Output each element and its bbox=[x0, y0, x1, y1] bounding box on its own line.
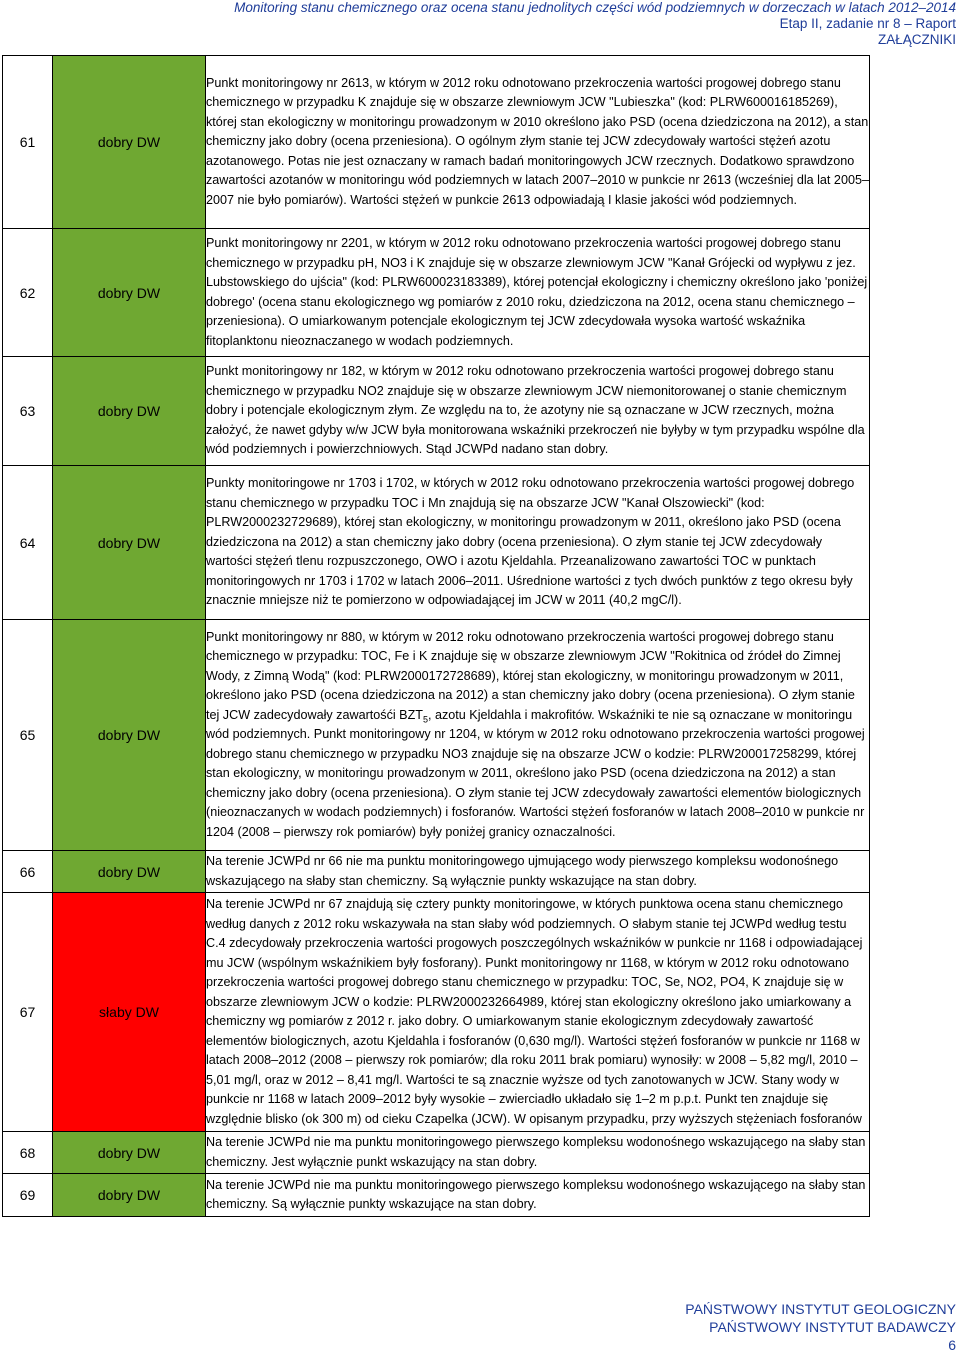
table-row bbox=[3, 620, 870, 851]
header-title: Monitoring stanu chemicznego oraz ocena stanu jednolitych części wód podziemnych w dorzeczach w latach 2012–2014 bbox=[234, 0, 956, 15]
table-row bbox=[3, 1174, 870, 1217]
description-cell: Na terenie JCWPd nr 66 nie ma punktu monitoringowego ujmującego wody pierwszego kompleksu wodonośnego wskazującego na słaby stan chemiczny. Są wyłącznie punkty wskazujące na stan dobry. bbox=[206, 851, 870, 893]
row-number: 63 bbox=[3, 357, 53, 466]
description-cell bbox=[206, 893, 870, 1132]
status-cell: dobry DW bbox=[53, 229, 206, 357]
table-row bbox=[3, 56, 870, 229]
row-number: 61 bbox=[3, 56, 53, 229]
status-cell: dobry DW bbox=[53, 56, 206, 229]
description-part: Punkt monitoringowy nr 880, w którym w 2012 roku odnotowano przekroczenia wartości progowej dobrego stanu chemicznego w przypadku: TOC, Fe i K znajduje się w obszarze zlewniowym JCW "Rokitnica od źródeł do Zimnej Wody, z Zimną Wodą" (kod: PLRW2000172728689), której stan ekologiczny, w monitoringu prowadzonym w 2011, określono jako PSD (ocena dziedziczona na 2012) a stan chemiczny jako dobry (ocena przeniesiona). O złym stanie tej JCW zadecydowały zawartośći BZT bbox=[206, 629, 855, 722]
table-row bbox=[3, 893, 870, 1132]
table-row bbox=[3, 851, 870, 893]
status-cell: dobry DW bbox=[53, 1132, 206, 1174]
table-row bbox=[3, 229, 870, 357]
description-cell: Na terenie JCWPd nie ma punktu monitoringowego pierwszego kompleksu wodonośnego wskazującego na słaby stan chemiczny. Są wyłącznie punkty wskazujące na stan dobry. bbox=[206, 1174, 870, 1217]
footer-institute: PAŃSTWOWY INSTYTUT GEOLOGICZNY bbox=[685, 1301, 956, 1317]
row-number: 69 bbox=[3, 1174, 53, 1217]
status-cell: dobry DW bbox=[53, 851, 206, 893]
description-cell bbox=[206, 620, 870, 851]
row-number: 67 bbox=[3, 893, 53, 1132]
description-part: , azotu Kjeldahla i makrofitów. Wskaźniki te nie są oznaczane w monitoringu wód podziemnych. Punkt monitoringowy nr 1204, w którym w 2012 roku odnotowano przekroczenia wartości progowej dobrego stanu chemicznego w przypadku NO3 znajduje się na obszarze JCW o kodzie: PLRW200017258299, której stan ekologiczny, w monitoringu prowadzonym w 2011, określono jako PSD (ocena dziedziczona na 2012) a stan chemiczny jako dobry (ocena przeniesiona). O złym stanie tej JCW zdecydowały zawartości elementów biologicznych (nieoznaczanych w wodach podziemnych) i fosforanów. Wartości stężeń fosforanów w latach 2008–2010 w punkcie nr 1204 (2008 – pierwszy rok pomiarów) były poniżej granicy oznaczalności. bbox=[206, 707, 865, 839]
footer-institute-sub: PAŃSTWOWY INSTYTUT BADAWCZY bbox=[709, 1319, 956, 1335]
description-text: Na terenie JCWPd nr 67 znajdują się cztery punkty monitoringowe, w których punktowa ocena stanu chemicznego według danych z 2012 roku wskazywała na stan słaby wód podziemnych. O słabym stanie tej JCWPd według testu C.4 zdecydowały przekroczenia wartości progowych poszczególnych wskaźników w punkcie nr 1168 i odpowiadającej mu JCW (wspólnym wskaźnikiem były fosforany). Punkt monitoringowy nr 1168, w którym w 2012 roku odnotowano przekroczenia wartości progowej dobrego stanu chemicznego w przypadku: TOC, Se, NO2, PO4, K znajduje się w obszarze zlewniowym JCW o kodzie: PLRW2000232664989, której stan ekologiczny określono jako umiarkowany a chemiczny wg pomiarów z 2012 r. jako dobry. O umiarkowanym stanie ekologicznym zdecydowały zawartość elementów biologicznych, azotu Kjeldahla i fosforanów (0,630 mg/l). Wartości stężeń fosforanów w punkcie nr 1168 w latach 2008–2012 (2008 – pierwszy rok pomiarów; dla roku 2011 brak pomiaru) wynosiły: w 2008 – 5,82 mg/l, 2010 – 5,01 mg/l, oraz w 2012 – 8,41 mg/l. Wartości te są znacznie wyższe od tych zanotowanych w JCW. Stany wody w punkcie nr 1168 w latach 2009–2012 były wysokie – zwierciadło układało się 1–2 m p.p.t. Punkt ten znajduje się względnie blisko (ok 300 m) od cieku Czapelka (JCW). W opisanym przypadku, przy wyższych stężeniach fosforanów bbox=[206, 897, 863, 1126]
page-footer bbox=[685, 1300, 956, 1354]
description-cell: Punkt monitoringowy nr 2201, w którym w 2012 roku odnotowano przekroczenia wartości progowej dobrego stanu chemicznego w przypadku pH, NO3 i K znajduje się w obszarze zlewniowym JCW "Kanał Grójecki od wypływu z jez. Lubstowskiego do ujścia" (kod: PLRW600023183389), której potencjał ekologiczny i chemiczny określono jako 'poniżej dobrego' (ocena stanu ekologicznego wg pomiarów z 2010 roku, dziedziczona na 2012, ocena stanu chemicznego – przeniesiona). O umiarkowanym potencjale ekologicznym tej JCW zdecydowała wysoka wartość wskaźnika fitoplanktonu nieoznaczanego w wodach podziemnych. bbox=[206, 229, 870, 357]
description-cell: Punkt monitoringowy nr 2613, w którym w 2012 roku odnotowano przekroczenia wartości progowej dobrego stanu chemicznego w przypadku K znajduje się w obszarze zlewniowym JCW "Lubieszka" (kod: PLRW600016185269), której stan ekologiczny w monitoringu prowadzonym w 2010 określono jako PSD (ocena dziedziczona na 2012), a stan chemiczny jako dobry (ocena przeniesiona). O ogólnym złym stanie tej JCW zdecydowały wartości stężeń azotu azotanowego. Potas nie jest oznaczany w ramach badań monitoringowych JCW rzecznych. Dodatkowo sprawdzono zawartości azotanów w monitoringu wód podziemnych w latach 2007–2010 w punkcie nr 2613 (wcześniej dla lat 2005–2007 nie było pomiarów). Wartości stężeń w punkcie 2613 odpowiadają I klasie jakości wód podziemnych. bbox=[206, 56, 870, 229]
page-number: 6 bbox=[948, 1337, 956, 1353]
status-cell: dobry DW bbox=[53, 357, 206, 466]
row-number: 66 bbox=[3, 851, 53, 893]
description-cell: Punkt monitoringowy nr 182, w którym w 2012 roku odnotowano przekroczenia wartości progowej dobrego stanu chemicznego w przypadku NO2 znajduje się w obszarze zlewniowym JCW niemonitorowanej o stanie chemicznym dobry i potencjale ekologicznym złym. Ze względu na to, że azotyny nie są oznaczane w JCW rzecznych, można założyć, że nawet gdyby w/w JCW była monitorowana wskaźniki przekroczeń nie byłyby w tym przypadku wspólne dla wód podziemnych i powierzchniowych. Stąd JCWPd nadano stan dobry. bbox=[206, 357, 870, 466]
row-number: 62 bbox=[3, 229, 53, 357]
monitoring-table bbox=[2, 55, 870, 1217]
row-number: 64 bbox=[3, 466, 53, 620]
row-number: 65 bbox=[3, 620, 53, 851]
status-cell: słaby DW bbox=[53, 893, 206, 1132]
table-row bbox=[3, 357, 870, 466]
subscript: 5 bbox=[422, 714, 428, 725]
description-cell: Punkty monitoringowe nr 1703 i 1702, w których w 2012 roku odnotowano przekroczenia wartości progowej dobrego stanu chemicznego w przypadku TOC i Mn znajdują się na obszarze JCW "Kanał Olszowiecki" (kod: PLRW2000232729689), której stan ekologiczny, w monitoringu prowadzonym w 2011, określono jako PSD (ocena dziedziczona na 2012) a stan chemiczny jako dobry (ocena przeniesiona). O złym stanie tej JCW zdecydowały wartości stężeń tlenu rozpuszczonego, OWO i azotu Kjeldahla. Przeanalizowano zawartości TOC w punktach monitoringowych nr 1703 i 1702 w latach 2006–2011. Uśrednione wartości z tych dwóch punktów z tego okresu były znacznie mniejsze niż te pomierzono w odpowiadającej im JCW w 2011 (40,2 mgC/l). bbox=[206, 466, 870, 620]
header-stage: Etap II, zadanie nr 8 – Raport bbox=[779, 16, 956, 31]
header-section: ZAŁĄCZNIKI bbox=[877, 32, 956, 47]
row-number: 68 bbox=[3, 1132, 53, 1174]
status-cell: dobry DW bbox=[53, 620, 206, 851]
table-row bbox=[3, 466, 870, 620]
status-cell: dobry DW bbox=[53, 466, 206, 620]
description-cell: Na terenie JCWPd nie ma punktu monitoringowego pierwszego kompleksu wodonośnego wskazującego na słaby stan chemiczny. Jest wyłącznie punkt wskazujący na stan dobry. bbox=[206, 1132, 870, 1174]
status-cell: dobry DW bbox=[53, 1174, 206, 1217]
table-row bbox=[3, 1132, 870, 1174]
page-header bbox=[234, 0, 956, 48]
